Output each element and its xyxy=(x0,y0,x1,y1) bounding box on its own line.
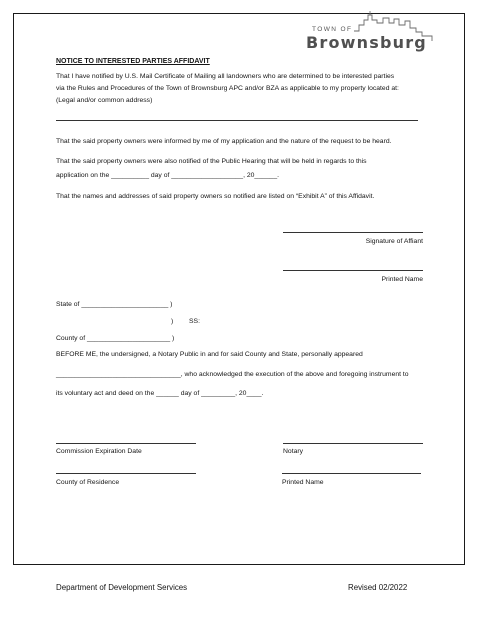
logo-town-name: Brownsburg xyxy=(306,33,427,52)
intro-line: That I have notified by U.S. Mail Certificate of Mailing all landowners who are determined to be interested parties xyxy=(56,73,395,80)
county-of-residence-line xyxy=(56,473,196,474)
statement-hearing-line2: application on the __________ day of ___________________, 20______. xyxy=(56,172,279,179)
affiant-printed-name-line xyxy=(283,270,423,271)
address-blank-line xyxy=(56,120,418,121)
commission-expiration-line xyxy=(56,443,196,444)
statement-informed: That the said property owners were informed by me of my application and the nature of the request to be heard. xyxy=(56,138,392,145)
venue-state: State of _______________________ ) xyxy=(56,301,173,308)
footer-revised-date: Revised 02/2022 xyxy=(348,583,408,592)
notary-statement-line2: _________________________________, who acknowledged the execution of the above and foregoing instrument to xyxy=(56,371,409,378)
affiant-signature-line xyxy=(283,232,423,233)
notary-statement-line1: BEFORE ME, the undersigned, a Notary Public in and for said County and State, personally appeared xyxy=(56,351,363,358)
affiant-printed-name-label: Printed Name xyxy=(381,276,423,283)
county-of-residence-label: County of Residence xyxy=(56,479,120,486)
commission-expiration-label: Commission Expiration Date xyxy=(56,448,142,455)
logo-town-of: TOWN OF xyxy=(312,26,353,33)
venue-ss-paren: ) xyxy=(171,318,174,325)
footer-department: Department of Development Services xyxy=(56,583,188,592)
intro-line: (Legal and/or common address) xyxy=(56,97,153,104)
venue-ss: SS: xyxy=(189,318,200,325)
notary-printed-name-label: Printed Name xyxy=(282,479,324,486)
intro-line: via the Rules and Procedures of the Town of Brownsburg APC and/or BZA as applicable to my property located at: xyxy=(56,85,399,92)
notary-label: Notary xyxy=(283,448,304,455)
notary-printed-name-line xyxy=(282,473,421,474)
affiant-signature-label: Signature of Affiant xyxy=(365,238,423,245)
document-title: NOTICE TO INTERESTED PARTIES AFFIDAVIT xyxy=(56,58,210,65)
statement-exhibit: That the names and addresses of said property owners so notified are listed on “Exhibit A” of this Affidavit. xyxy=(56,193,375,200)
statement-hearing-line1: That the said property owners were also notified of the Public Hearing that will be held in regards to this xyxy=(56,158,367,165)
notary-signature-line xyxy=(283,443,423,444)
venue-county: County of ______________________ ) xyxy=(56,335,175,342)
notary-statement-line3: its voluntary act and deed on the ______ day of _________, 20____. xyxy=(56,390,264,397)
